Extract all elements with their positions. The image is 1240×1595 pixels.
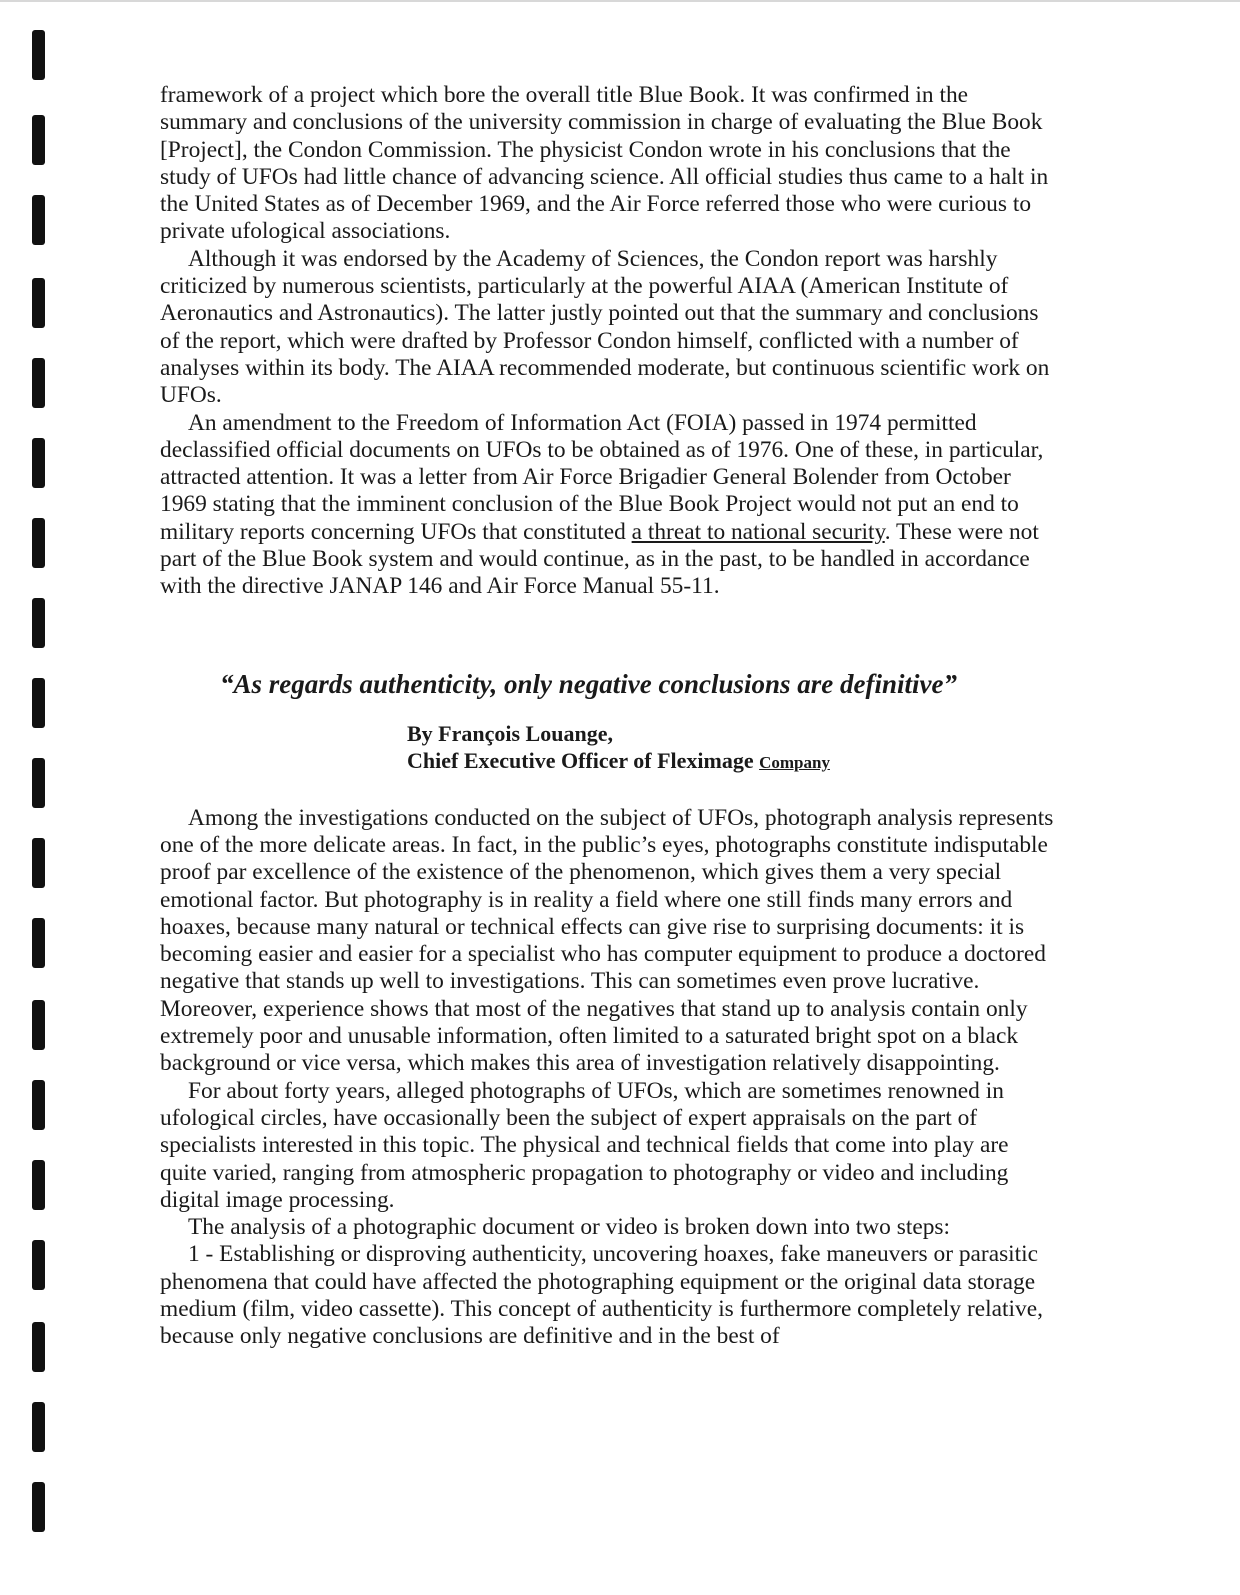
binding-hole	[32, 678, 45, 728]
binding-hole	[32, 1482, 45, 1532]
binding-hole	[32, 1160, 45, 1210]
paragraph-negatives: Moreover, experience shows that most of the negatives that stand up to analysis contain only extremely poor and unusable information, often limited to a saturated bright spot on a black background or vice versa, which makes this area of investigation relatively disappointing.	[160, 995, 1028, 1077]
binding-hole	[32, 758, 45, 808]
page-content	[160, 82, 1060, 1351]
byline	[407, 720, 1060, 776]
author-title	[407, 747, 1060, 776]
binding-hole	[32, 1080, 45, 1130]
binding-hole	[32, 918, 45, 968]
paragraph-two-steps: The analysis of a photographic document or video is broken down into two steps:	[188, 1214, 951, 1241]
author-company: Company	[759, 752, 830, 772]
binding-hole	[32, 838, 45, 888]
binding-hole	[32, 1000, 45, 1050]
binding-hole	[32, 115, 45, 165]
paragraph-step-one: 1 - Establishing or disproving authenticity, uncovering hoaxes, fake maneuvers or parasitic phenomena that could have affected the photographing equipment or the original data storage medium (film, video cassette). This concept of authenticity is furthermore completely relative, because only negative conclusions are definitive and in the best of	[160, 1241, 1043, 1350]
page-top-edge	[0, 0, 1240, 2]
author-name: By François Louange,	[407, 720, 613, 746]
section-heading: “As regards authenticity, only negative conclusions are definitive”	[220, 668, 957, 699]
binding-hole	[32, 518, 45, 568]
binding-hole	[32, 1402, 45, 1452]
foia-text-start: An amendment to the Freedom of Information Act (FOIA) passed in 1974 permitted declassified official documents on UFOs to be obtained as of 1976. One of these, in particular, attracted attention. It was a letter from Air Force Brigadier General Bolender from October 1969 stating that the imminent conclusion of the Blue Book Project would not put an end to military reports concerning UFOs that constituted	[160, 409, 1044, 545]
foia-text-end: . These were not part of the Blue Book system and would continue, as in the past, to be handled in accordance with the directive JANAP 146 and Air Force Manual 55-11.	[160, 518, 1039, 600]
binding-hole	[32, 438, 45, 488]
binding-hole	[32, 1322, 45, 1372]
binding-hole	[32, 1240, 45, 1290]
binding-hole	[32, 598, 45, 648]
paragraph-blue-book: framework of a project which bore the overall title Blue Book. It was confirmed in the summary and conclusions of the university commission in charge of evaluating the Blue Book [Project], the Condon Commission. The physicist Condon wrote in his conclusions that the study of UFOs had little chance of advancing science. All official studies thus came to a halt in the United States as of December 1969, and the Air Force referred those who were curious to private ufological associations.	[160, 82, 1049, 245]
article-body	[160, 805, 1060, 1351]
binding-hole	[32, 278, 45, 328]
paragraph-foia	[160, 410, 1060, 601]
binding-hole	[32, 195, 45, 245]
national-security-phrase: a threat to national security	[631, 518, 885, 545]
paragraph-forty-years: For about forty years, alleged photographs of UFOs, which are sometimes renowned in ufological circles, have occasionally been the subject of expert appraisals on the part of specialists interested in this topic. The physical and technical fields that come into play are quite varied, ranging from atmospheric propagation to photography or video and including digital image processing.	[160, 1077, 1009, 1213]
paragraph-condon-report: Although it was endorsed by the Academy of Sciences, the Condon report was harshly criticized by numerous scientists, particularly at the powerful AIAA (American Institute of Aeronautics and Astronautics). The latter justly pointed out that the summary and conclusions of the report, which were drafted by Professor Condon himself, conflicted with a number of analyses within its body. The AIAA recommended moderate, but continuous scientific work on UFOs.	[160, 245, 1050, 409]
author-role: Chief Executive Officer of Fleximage	[407, 747, 754, 773]
binding-hole	[32, 358, 45, 408]
paragraph-photo-analysis: Among the investigations conducted on the subject of UFOs, photograph analysis represents one of the more delicate areas. In fact, in the public’s eyes, photographs constitute indisputable proof par excellence of the existence of the phenomenon, which gives them a very special emotional factor. But photography is in reality a field where one still finds many errors and hoaxes, because many natural or technical effects can give rise to surprising documents: it is becoming easier and easier for a specialist who has computer equipment to produce a doctored negative that stands up well to investigations. This can sometimes even prove lucrative.	[160, 804, 1054, 995]
binding-hole	[32, 30, 45, 80]
binding-holes	[22, 0, 52, 1595]
